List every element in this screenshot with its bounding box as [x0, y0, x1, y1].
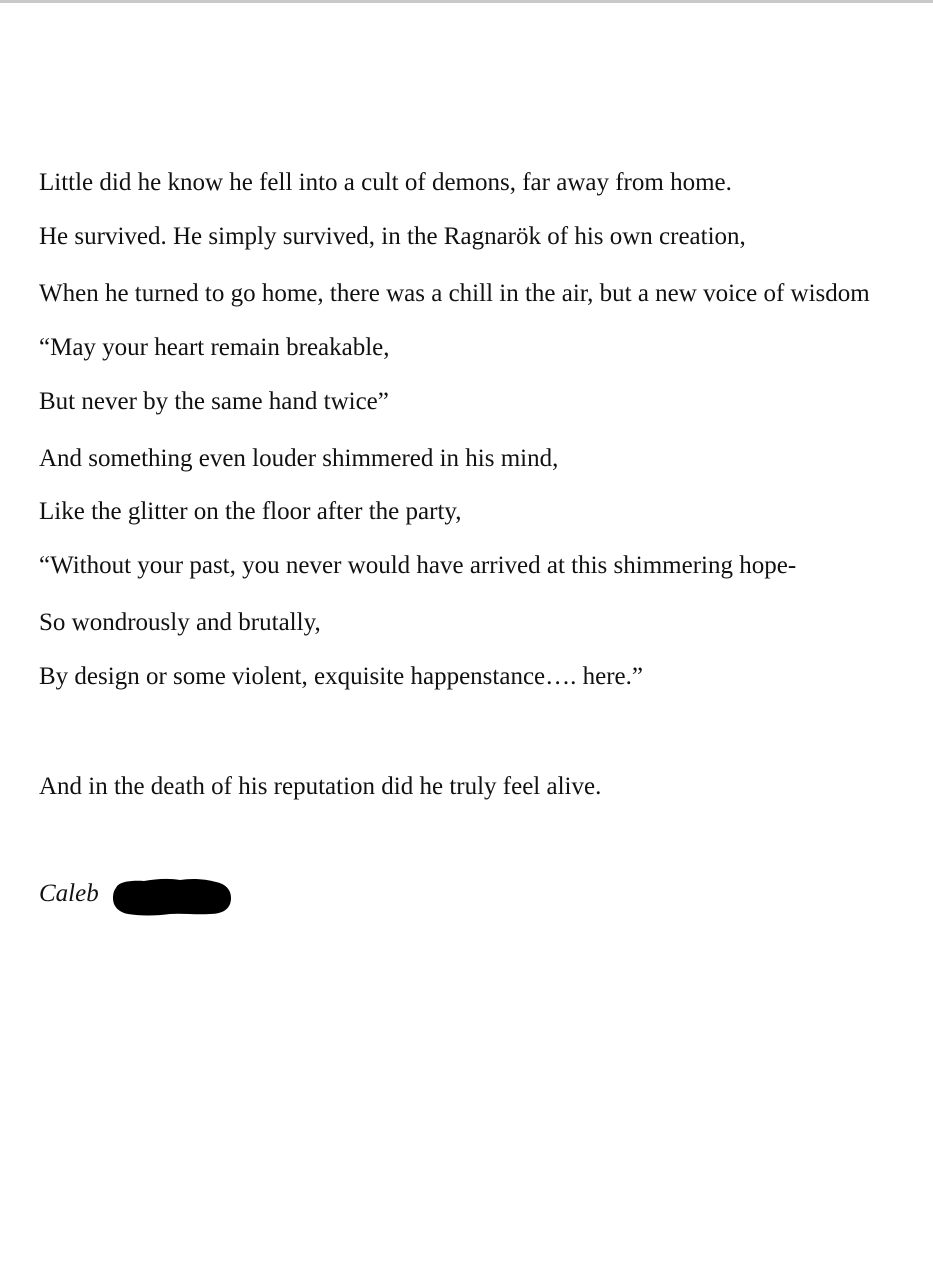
poem-line-8: “Without your past, you never would have arrived at this shimmering hope- — [39, 552, 797, 579]
top-divider — [0, 0, 933, 3]
poem-line-2: He survived. He simply survived, in the Ragnarök of his own creation, — [39, 223, 746, 250]
poem-line-9: So wondrously and brutally, — [39, 609, 321, 636]
poem-line-7: Like the glitter on the floor after the party, — [39, 498, 462, 525]
poem-line-10: By design or some violent, exquisite happenstance…. here.” — [39, 663, 644, 690]
poem-closing-line: And in the death of his reputation did he truly feel alive. — [39, 773, 602, 800]
poem-line-5: But never by the same hand twice” — [39, 388, 389, 415]
poem-line-3: When he turned to go home, there was a chill in the air, but a new voice of wisdom — [39, 280, 870, 307]
poem-line-6: And something even louder shimmered in his mind, — [39, 445, 559, 472]
redaction-mark — [110, 876, 232, 918]
author-signature: Caleb — [39, 880, 99, 907]
poem-line-1: Little did he know he fell into a cult of demons, far away from home. — [39, 169, 732, 196]
poem-line-4: “May your heart remain breakable, — [39, 334, 390, 361]
